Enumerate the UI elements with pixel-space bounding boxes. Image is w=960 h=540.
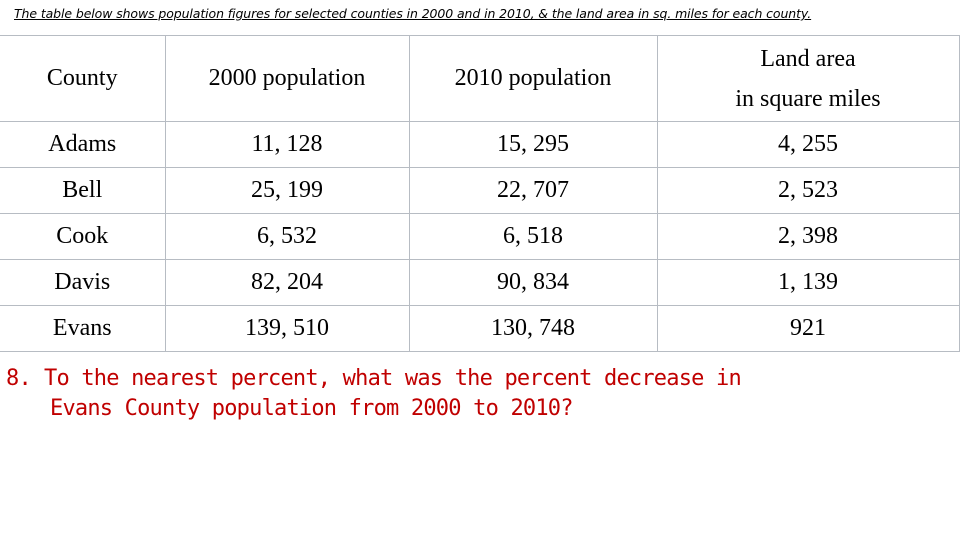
cell-county: Adams [0,122,165,168]
table-row [0,214,959,260]
cell-2000-population: 11, 128 [165,122,409,168]
cell-2000-population: 25, 199 [165,168,409,214]
header-land-area [657,36,959,122]
cell-county: Cook [0,214,165,260]
question-8 [6,364,741,424]
cell-county: Davis [0,260,165,306]
cell-county: Evans [0,306,165,352]
header-county: County [0,36,165,122]
cell-land-area: 2, 398 [657,214,959,260]
question-line2: Evans County population from 2000 to 2010? [50,396,573,421]
cell-county: Bell [0,168,165,214]
header-land-area-line1: Land area [760,45,856,72]
table-row [0,122,959,168]
header-2000-population: 2000 population [165,36,409,122]
intro-text: The table below shows population figures for selected counties in 2000 and in 2010, & the land area in sq. miles for each county. [14,6,812,21]
population-table [0,35,960,352]
cell-2010-population: 6, 518 [409,214,657,260]
cell-land-area: 921 [657,306,959,352]
header-2010-population: 2010 population [409,36,657,122]
question-number: 8. [6,366,31,391]
cell-2000-population: 82, 204 [165,260,409,306]
cell-2000-population: 139, 510 [165,306,409,352]
cell-2010-population: 22, 707 [409,168,657,214]
cell-2010-population: 130, 748 [409,306,657,352]
cell-2010-population: 15, 295 [409,122,657,168]
table-row [0,306,959,352]
table-row [0,260,959,306]
cell-2010-population: 90, 834 [409,260,657,306]
cell-land-area: 1, 139 [657,260,959,306]
header-land-area-line2: in square miles [735,85,881,112]
cell-land-area: 2, 523 [657,168,959,214]
table-header-row [0,36,959,122]
cell-land-area: 4, 255 [657,122,959,168]
table-row [0,168,959,214]
cell-2000-population: 6, 532 [165,214,409,260]
question-line1: To the nearest percent, what was the percent decrease in [44,366,741,391]
